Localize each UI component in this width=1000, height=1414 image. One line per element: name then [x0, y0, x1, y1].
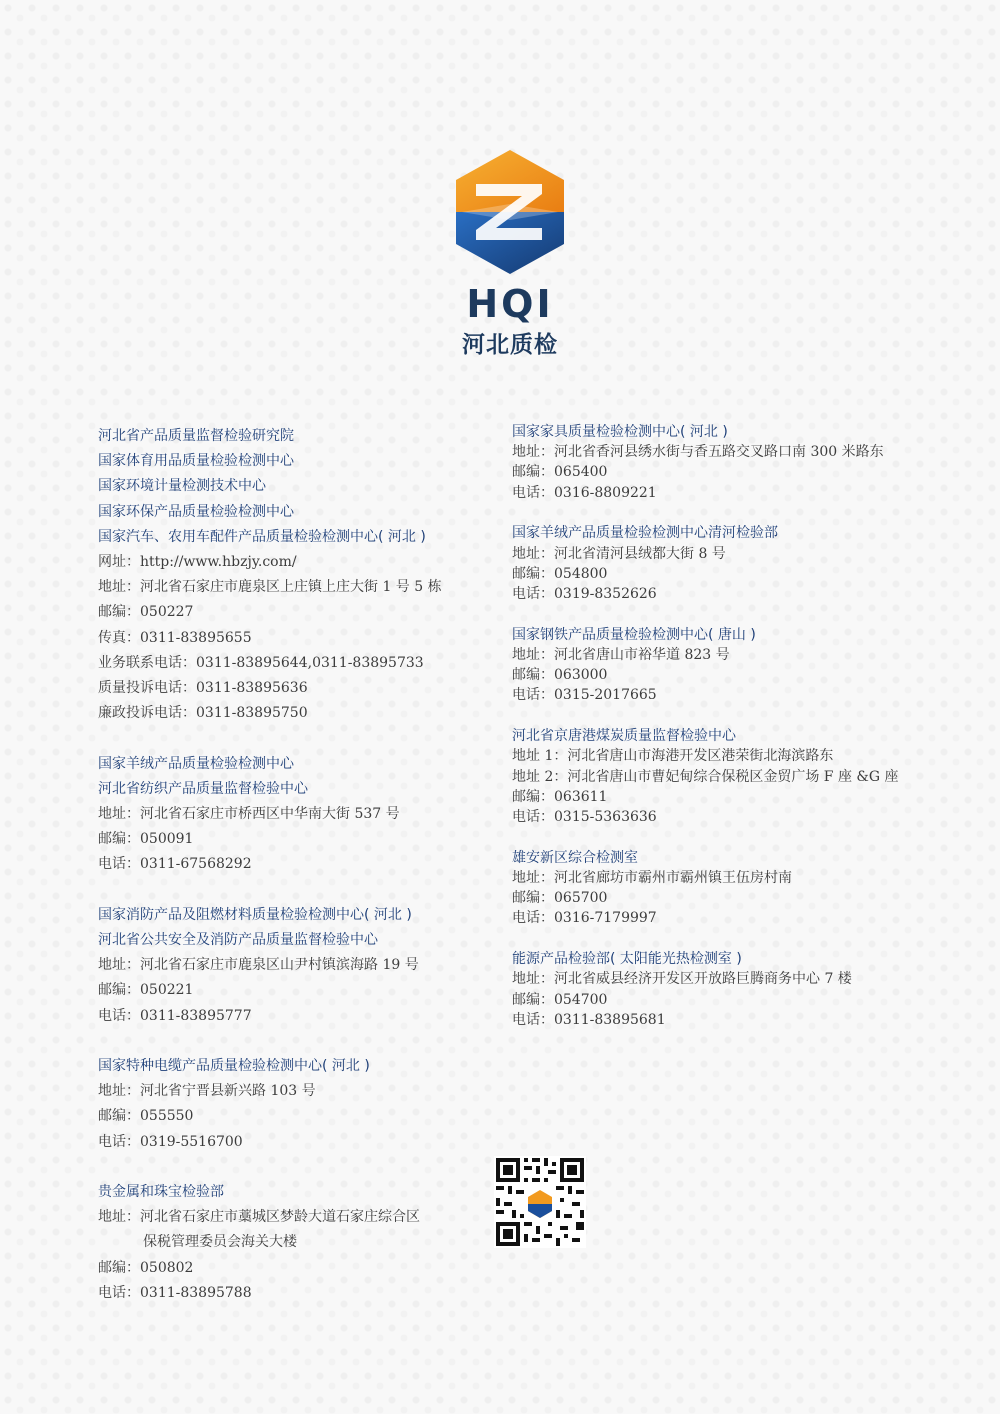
address-line: 地址 1：河北省唐山市海港开发区港荣街北海滨路东: [512, 748, 834, 765]
address-line: 地址：河北省香河县绣水街与香五路交叉路口南 300 米路东: [512, 444, 884, 461]
postcode-line: 邮编：055550: [98, 1108, 194, 1125]
contact-block: [512, 848, 952, 929]
org-title: 河北省公共安全及消防产品质量监督检验中心: [98, 932, 378, 949]
address-line: 地址：河北省石家庄市鹿泉区山尹村镇滨海路 19 号: [98, 957, 419, 974]
contact-block: [512, 625, 952, 706]
org-title: 国家环境计量检测技术中心: [98, 478, 266, 495]
logo-abbreviation: HQI: [466, 282, 554, 326]
org-title: 国家羊绒产品质量检验检测中心: [98, 755, 294, 772]
postcode-line: 邮编：050227: [98, 604, 194, 621]
contact-block: [512, 422, 952, 503]
hexagon-z-logo-icon: [452, 148, 568, 276]
postcode-line: 邮编：054800: [512, 565, 608, 582]
org-title: 国家消防产品及阻燃材料质量检验检测中心( 河北 ): [98, 906, 412, 923]
contact-block: [98, 903, 498, 1029]
address-line: 地址：河北省石家庄市桥西区中华南大街 537 号: [98, 806, 400, 823]
address-line: 地址 2：河北省唐山市曹妃甸综合保税区金贸广场 F 座 &G 座: [512, 768, 899, 785]
org-title: 国家体育用品质量检验检测中心: [98, 453, 294, 470]
integrity-phone-line: 廉政投诉电话：0311-83895750: [98, 705, 308, 722]
org-title: 能源产品检验部( 太阳能光热检测室 ): [512, 951, 742, 968]
right-contact-column: [512, 422, 952, 1030]
address-line: 地址：河北省唐山市裕华道 823 号: [512, 647, 730, 664]
org-title: 国家钢铁产品质量检验检测中心( 唐山 ): [512, 626, 756, 643]
address-line: 地址：河北省宁晋县新兴路 103 号: [98, 1083, 316, 1100]
address-line: 地址：河北省石家庄市藁城区梦龄大道石家庄综合区: [98, 1209, 420, 1226]
contact-block: [512, 523, 952, 604]
postcode-line: 邮编：063000: [512, 667, 608, 684]
org-title: 国家特种电缆产品质量检验检测中心( 河北 ): [98, 1058, 370, 1075]
phone-line: 电话：0315-5363636: [512, 809, 657, 826]
complaint-phone-line: 质量投诉电话：0311-83895636: [98, 680, 308, 697]
org-title: 河北省纺织产品质量监督检验中心: [98, 780, 308, 797]
phone-line: 电话：0316-7179997: [512, 910, 657, 927]
phone-line: 电话：0311-67568292: [98, 856, 252, 873]
org-title: 国家环保产品质量检验检测中心: [98, 503, 294, 520]
phone-line: 电话：0319-8352626: [512, 586, 657, 603]
logo-name: 河北质检: [462, 332, 558, 358]
business-phone-line: 业务联系电话：0311-83895644,0311-83895733: [98, 654, 424, 671]
contact-block: [512, 726, 952, 827]
contact-block: [98, 1054, 498, 1155]
postcode-line: 邮编：065700: [512, 890, 608, 907]
postcode-line: 邮编：065400: [512, 464, 608, 481]
postcode-line: 邮编：050802: [98, 1259, 194, 1276]
contact-block: [98, 752, 498, 878]
left-contact-column: [98, 424, 498, 1306]
qr-code-icon[interactable]: [494, 1156, 586, 1248]
postcode-line: 邮编：050091: [98, 831, 194, 848]
contact-block: [512, 949, 952, 1030]
phone-line: 电话：0311-83895788: [98, 1284, 252, 1301]
org-title: 河北省京唐港煤炭质量监督检验中心: [512, 728, 736, 745]
contact-block: [98, 424, 498, 726]
address-line: 地址：河北省清河县绒都大街 8 号: [512, 545, 726, 562]
phone-line: 电话：0311-83895777: [98, 1007, 252, 1024]
postcode-line: 邮编：054700: [512, 991, 608, 1008]
org-title: 国家羊绒产品质量检验检测中心清河检验部: [512, 525, 778, 542]
contact-block: [98, 1180, 498, 1306]
address-line: 地址：河北省威县经济开发区开放路巨腾商务中心 7 楼: [512, 971, 852, 988]
org-title: 国家汽车、农用车配件产品质量检验检测中心( 河北 ): [98, 528, 426, 545]
phone-line: 电话：0315-2017665: [512, 687, 657, 704]
postcode-line: 邮编：063611: [512, 788, 608, 805]
phone-line: 电话：0311-83895681: [512, 1011, 666, 1028]
org-title: 河北省产品质量监督检验研究院: [98, 428, 294, 444]
org-title: 贵金属和珠宝检验部: [98, 1184, 224, 1201]
fax-line: 传真：0311-83895655: [98, 629, 252, 646]
address-line: 地址：河北省廊坊市霸州市霸州镇王伍房村南: [512, 870, 792, 887]
hqi-logo: [452, 148, 568, 358]
org-title: 国家家具质量检验检测中心( 河北 ): [512, 424, 728, 440]
postcode-line: 邮编：050221: [98, 982, 194, 999]
website-line[interactable]: 网址：http://www.hbzjy.com/: [98, 554, 297, 571]
phone-line: 电话：0316-8809221: [512, 484, 657, 501]
phone-line: 电话：0319-5516700: [98, 1133, 243, 1150]
address-line-continued: 保税管理委员会海关大楼: [143, 1234, 297, 1251]
address-line: 地址：河北省石家庄市鹿泉区上庄镇上庄大街 1 号 5 栋: [98, 579, 442, 596]
org-title: 雄安新区综合检测室: [512, 849, 638, 866]
